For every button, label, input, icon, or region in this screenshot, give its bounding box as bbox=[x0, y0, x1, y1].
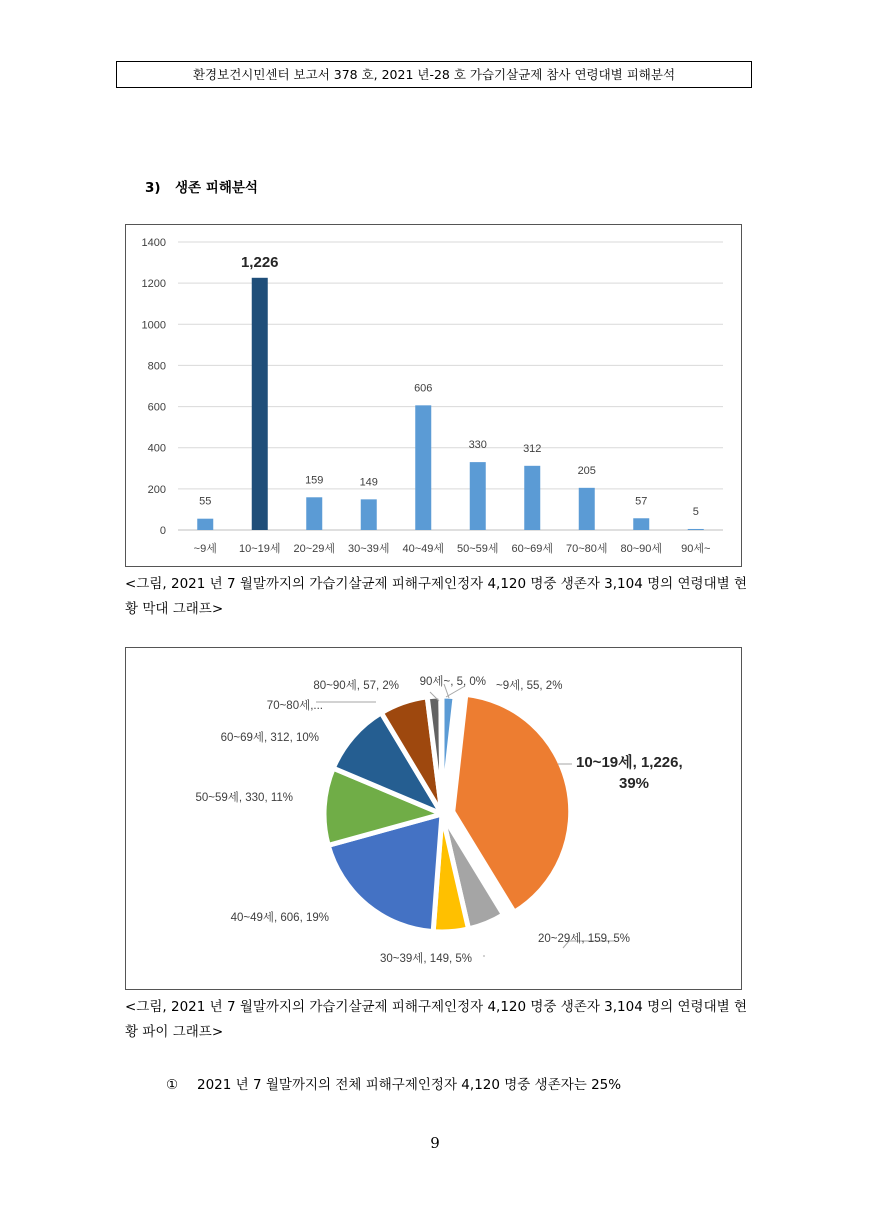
bar bbox=[579, 488, 595, 530]
bar-data-label: 312 bbox=[523, 442, 542, 455]
y-tick-label: 400 bbox=[147, 442, 166, 455]
bar-data-label: 5 bbox=[692, 505, 699, 518]
x-tick-label: 80~90세 bbox=[620, 543, 663, 555]
bar-data-label: 205 bbox=[577, 464, 596, 477]
pie-label: 70~80세,... bbox=[266, 700, 323, 712]
pie-label: 30~39세, 149, 5% bbox=[380, 953, 472, 965]
bar-data-label: 330 bbox=[468, 439, 487, 452]
pie-label-line2: 39% bbox=[618, 775, 650, 792]
report-header: 환경보건시민센터 보고서 378 호, 2021 년-28 호 가습기살균제 참사 연령대별 피해분석 bbox=[116, 61, 752, 88]
bar bbox=[361, 499, 377, 530]
pie-slice bbox=[441, 696, 442, 814]
y-tick-label: 1400 bbox=[141, 237, 166, 249]
bar-data-label: 149 bbox=[359, 476, 378, 489]
section-number: 3) bbox=[145, 180, 161, 196]
pie-label: 40~49세, 606, 19% bbox=[230, 912, 329, 924]
y-tick-label: 800 bbox=[147, 360, 166, 373]
y-tick-label: 1200 bbox=[141, 278, 166, 291]
pie-label-line1: 10~19세, 1,226, bbox=[576, 754, 683, 771]
pie-chart-caption: <그림, 2021 년 7 월말까지의 가습기살균제 피해구제인정자 4,120 명중 생존자 3,104 명의 연령대별 현황 파이 그래프> bbox=[125, 999, 747, 1040]
x-tick-label: 50~59세 bbox=[456, 543, 499, 555]
section-title-text: 생존 피해분석 bbox=[175, 180, 258, 196]
summary-bullet bbox=[166, 1073, 621, 1093]
section-title bbox=[145, 176, 258, 196]
bar bbox=[197, 519, 213, 530]
bar bbox=[688, 529, 704, 530]
pie-label: 60~69세, 312, 10% bbox=[220, 732, 319, 744]
x-tick-label: 90세~ bbox=[681, 543, 711, 555]
bullet-text: 2021 년 7 월말까지의 전체 피해구제인정자 4,120 명중 생존자는 25% bbox=[197, 1077, 622, 1093]
y-tick-label: 1000 bbox=[141, 319, 166, 332]
pie-chart-svg bbox=[126, 648, 741, 989]
bar-data-label: 159 bbox=[305, 474, 324, 487]
pie-chart bbox=[125, 647, 742, 990]
y-tick-label: 200 bbox=[147, 483, 166, 496]
bar bbox=[470, 462, 486, 530]
x-tick-label: 60~69세 bbox=[511, 543, 554, 555]
y-tick-label: 0 bbox=[159, 525, 166, 537]
y-tick-label: 600 bbox=[147, 401, 166, 414]
x-tick-label: 40~49세 bbox=[402, 543, 445, 555]
x-tick-label: 30~39세 bbox=[347, 543, 390, 555]
x-tick-label: 10~19세 bbox=[238, 543, 281, 555]
bar bbox=[306, 497, 322, 530]
pie-label: 20~29세, 159, 5% bbox=[538, 933, 630, 945]
bar bbox=[633, 518, 649, 530]
x-tick-label: 20~29세 bbox=[293, 543, 336, 555]
bar-data-label: 606 bbox=[414, 382, 433, 395]
bar-data-label: 1,226 bbox=[240, 253, 279, 271]
bar bbox=[415, 405, 431, 530]
bar-chart bbox=[125, 224, 742, 567]
bar-data-label: 57 bbox=[635, 495, 648, 508]
x-tick-label: 70~80세 bbox=[565, 543, 608, 555]
page-number: 9 bbox=[430, 1134, 440, 1152]
bar bbox=[252, 278, 268, 530]
bar-data-label: 55 bbox=[199, 495, 212, 508]
bar-chart-caption: <그림, 2021 년 7 월말까지의 가습기살균제 피해구제인정자 4,120 명중 생존자 3,104 명의 연령대별 현황 막대 그래프> bbox=[125, 576, 747, 617]
pie-label: ~9세, 55, 2% bbox=[496, 680, 563, 692]
bullet-mark: ① bbox=[166, 1077, 179, 1093]
bar bbox=[524, 466, 540, 530]
pie-label: 50~59세, 330, 11% bbox=[195, 792, 293, 804]
x-tick-label: ~9세 bbox=[193, 543, 217, 555]
bar-chart-svg bbox=[126, 225, 741, 566]
pie-label: 80~90세, 57, 2% bbox=[313, 680, 399, 692]
pie-label: 90세~, 5, 0% bbox=[419, 676, 486, 688]
